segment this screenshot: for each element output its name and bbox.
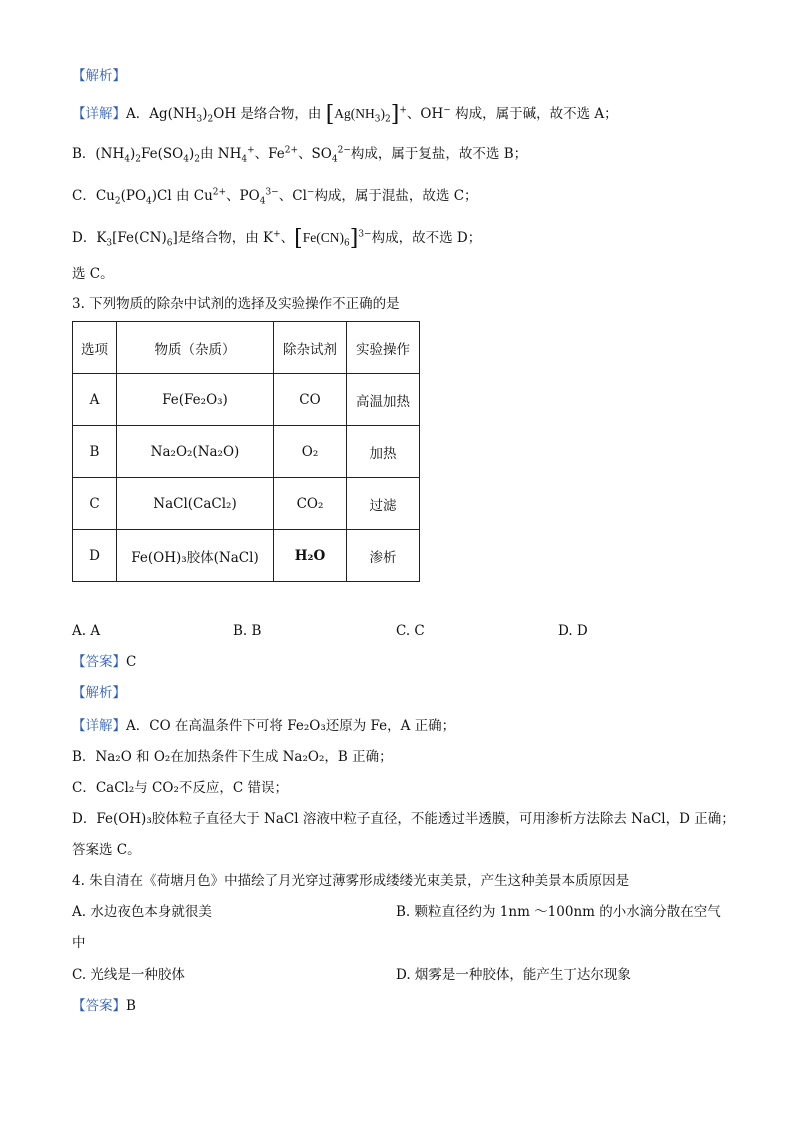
sub: 3 bbox=[374, 114, 381, 125]
table-row bbox=[73, 426, 420, 478]
table-header-row bbox=[73, 322, 420, 374]
table-cell: CO bbox=[274, 374, 347, 426]
q3-detail-c: C．CaCl₂与 CO₂不反应，C 错误； bbox=[72, 780, 288, 796]
table-header-cell: 除杂试剂 bbox=[274, 322, 347, 374]
table-cell: A bbox=[73, 374, 117, 426]
text: 由 NH bbox=[199, 146, 242, 162]
q2-conclusion: 选 C。 bbox=[72, 266, 114, 282]
table-cell: NaCl(CaCl₂) bbox=[117, 478, 274, 530]
table-cell: H₂O bbox=[274, 530, 347, 582]
text: 、 bbox=[280, 230, 295, 246]
table-row bbox=[73, 478, 420, 530]
q2-detail-label: 【详解】 bbox=[72, 106, 126, 122]
q3-answer-label: 【答案】 bbox=[72, 654, 126, 670]
text: B．(NH bbox=[72, 146, 125, 162]
sub: 4 bbox=[124, 154, 131, 165]
sub: 3 bbox=[196, 114, 203, 125]
ion: Fe(CN) bbox=[302, 230, 344, 245]
charge: + bbox=[399, 105, 407, 116]
text: )Cl 由 Cu bbox=[151, 188, 213, 204]
table-cell: D bbox=[73, 530, 117, 582]
table-cell: 高温加热 bbox=[347, 374, 420, 426]
sub: 4 bbox=[331, 154, 338, 165]
q3-conclusion: 答案选 C。 bbox=[72, 842, 141, 858]
text: 构成，故不选 D； bbox=[371, 230, 482, 246]
q4-choice-d: D. 烟雾是一种胶体，能产生丁达尔现象 bbox=[396, 967, 631, 983]
sub: 6 bbox=[166, 238, 173, 249]
sub: 2 bbox=[207, 114, 214, 125]
text: Fe(SO bbox=[141, 146, 184, 162]
text: ) bbox=[188, 146, 195, 162]
q3-answer-value: C bbox=[126, 654, 137, 670]
table-header-cell: 选项 bbox=[73, 322, 117, 374]
charge: 2− bbox=[337, 145, 351, 156]
charge: 2+ bbox=[284, 145, 299, 156]
sub: 4 bbox=[241, 154, 248, 165]
bracket: [ bbox=[325, 102, 335, 127]
text: ]是络合物，由 K bbox=[172, 230, 274, 246]
q2-detail-c bbox=[72, 186, 478, 206]
sub: 4 bbox=[183, 154, 189, 165]
q2-detail-b bbox=[72, 144, 527, 164]
q3-answer bbox=[72, 652, 136, 672]
bracket: [ bbox=[294, 226, 303, 251]
ion: Ag(NH bbox=[334, 106, 375, 121]
charge: − bbox=[443, 105, 451, 116]
sub: 4 bbox=[146, 196, 152, 207]
charge: 2+ bbox=[212, 187, 227, 198]
text: OH 是络合物，由 bbox=[213, 106, 322, 122]
text: A．Ag(NH bbox=[126, 106, 197, 122]
q2-analysis-heading: 【解析】 bbox=[72, 68, 126, 84]
q2-detail-a bbox=[72, 104, 618, 125]
q4-choice-b: B. 颗粒直径约为 1nm ～100nm 的小水滴分散在空气 bbox=[396, 904, 721, 920]
text: 构成，属于复盐，故不选 B； bbox=[350, 146, 528, 162]
sub: 6 bbox=[344, 238, 350, 249]
text: D．K bbox=[72, 230, 107, 246]
q4-choice-c: C. 光线是一种胶体 bbox=[72, 967, 185, 983]
sub: 2 bbox=[385, 114, 391, 125]
charge: − bbox=[306, 187, 315, 198]
charge: 3− bbox=[358, 229, 372, 240]
table-cell: 加热 bbox=[347, 426, 420, 478]
q3-options-table bbox=[72, 321, 420, 582]
table-cell: Na₂O₂(Na₂O) bbox=[117, 426, 274, 478]
q3-choice-d: D. D bbox=[558, 623, 588, 639]
text: 、Fe bbox=[254, 146, 285, 162]
q4-choice-b-cont: 中 bbox=[72, 935, 86, 951]
q3-detail-b: B．Na₂O 和 O₂在加热条件下生成 Na₂O₂，B 正确； bbox=[72, 749, 393, 765]
charge: + bbox=[247, 145, 255, 156]
table-cell: 渗析 bbox=[347, 530, 420, 582]
q2-detail-d bbox=[72, 228, 481, 249]
table-cell: Fe(OH)₃胶体(NaCl) bbox=[117, 530, 274, 582]
q3-detail-d: D．Fe(OH)₃胶体粒子直径大于 NaCl 溶液中粒子直径，不能透过半透膜，可用渗析方法除去 NaCl，D 正确； bbox=[72, 811, 735, 827]
table-header-cell: 物质（杂质） bbox=[117, 322, 274, 374]
sub: 2 bbox=[135, 154, 142, 165]
table-cell: CO₂ bbox=[274, 478, 347, 530]
text: ) bbox=[130, 146, 136, 162]
sub: 2 bbox=[194, 154, 200, 165]
text: ) bbox=[202, 106, 208, 122]
text: 、OH bbox=[406, 106, 444, 122]
charge: + bbox=[273, 229, 281, 240]
table-cell: 过滤 bbox=[347, 478, 420, 530]
text: ) bbox=[380, 106, 386, 121]
q3-detail-a bbox=[72, 716, 455, 736]
table-row bbox=[73, 374, 420, 426]
text: C．Cu bbox=[72, 188, 115, 204]
q3-detail-label: 【详解】 bbox=[72, 718, 126, 734]
q3-stem: 3. 下列物质的除杂中试剂的选择及实验操作不正确的是 bbox=[72, 296, 400, 312]
text: 、PO bbox=[226, 188, 260, 204]
table-cell: C bbox=[73, 478, 117, 530]
bracket: ] bbox=[390, 102, 400, 127]
text: 构成，属于混盐，故选 C； bbox=[314, 188, 478, 204]
charge: 3− bbox=[265, 187, 279, 198]
text: 构成，属于碱，故不选 A； bbox=[450, 106, 618, 122]
text: (PO bbox=[120, 188, 147, 204]
bracket: ] bbox=[349, 226, 359, 251]
sub: 2 bbox=[114, 196, 121, 207]
text: A．CO 在高温条件下可将 Fe₂O₃还原为 Fe，A 正确； bbox=[126, 718, 456, 734]
text: 、Cl bbox=[278, 188, 307, 204]
q4-choice-a: A. 水边夜色本身就很美 bbox=[72, 904, 212, 920]
table-header-cell: 实验操作 bbox=[347, 322, 420, 374]
table-row bbox=[73, 530, 420, 582]
q3-choice-b: B. B bbox=[233, 623, 262, 639]
q4-answer-value: B bbox=[126, 998, 136, 1014]
q3-analysis-heading: 【解析】 bbox=[72, 685, 126, 701]
sub: 3 bbox=[106, 238, 113, 249]
q4-answer bbox=[72, 996, 136, 1016]
q4-answer-label: 【答案】 bbox=[72, 998, 126, 1014]
q4-stem: 4. 朱自清在《荷塘月色》中描绘了月光穿过薄雾形成缕缕光束美景，产生这种美景本质原因是 bbox=[72, 873, 630, 889]
q3-choice-c: C. C bbox=[396, 623, 425, 639]
q3-choice-a: A. A bbox=[72, 623, 101, 639]
text: [Fe(CN) bbox=[112, 230, 167, 246]
table-cell: O₂ bbox=[274, 426, 347, 478]
table-cell: Fe(Fe₂O₃) bbox=[117, 374, 274, 426]
sub: 4 bbox=[259, 196, 266, 207]
text: 、SO bbox=[298, 146, 332, 162]
table-cell: B bbox=[73, 426, 117, 478]
